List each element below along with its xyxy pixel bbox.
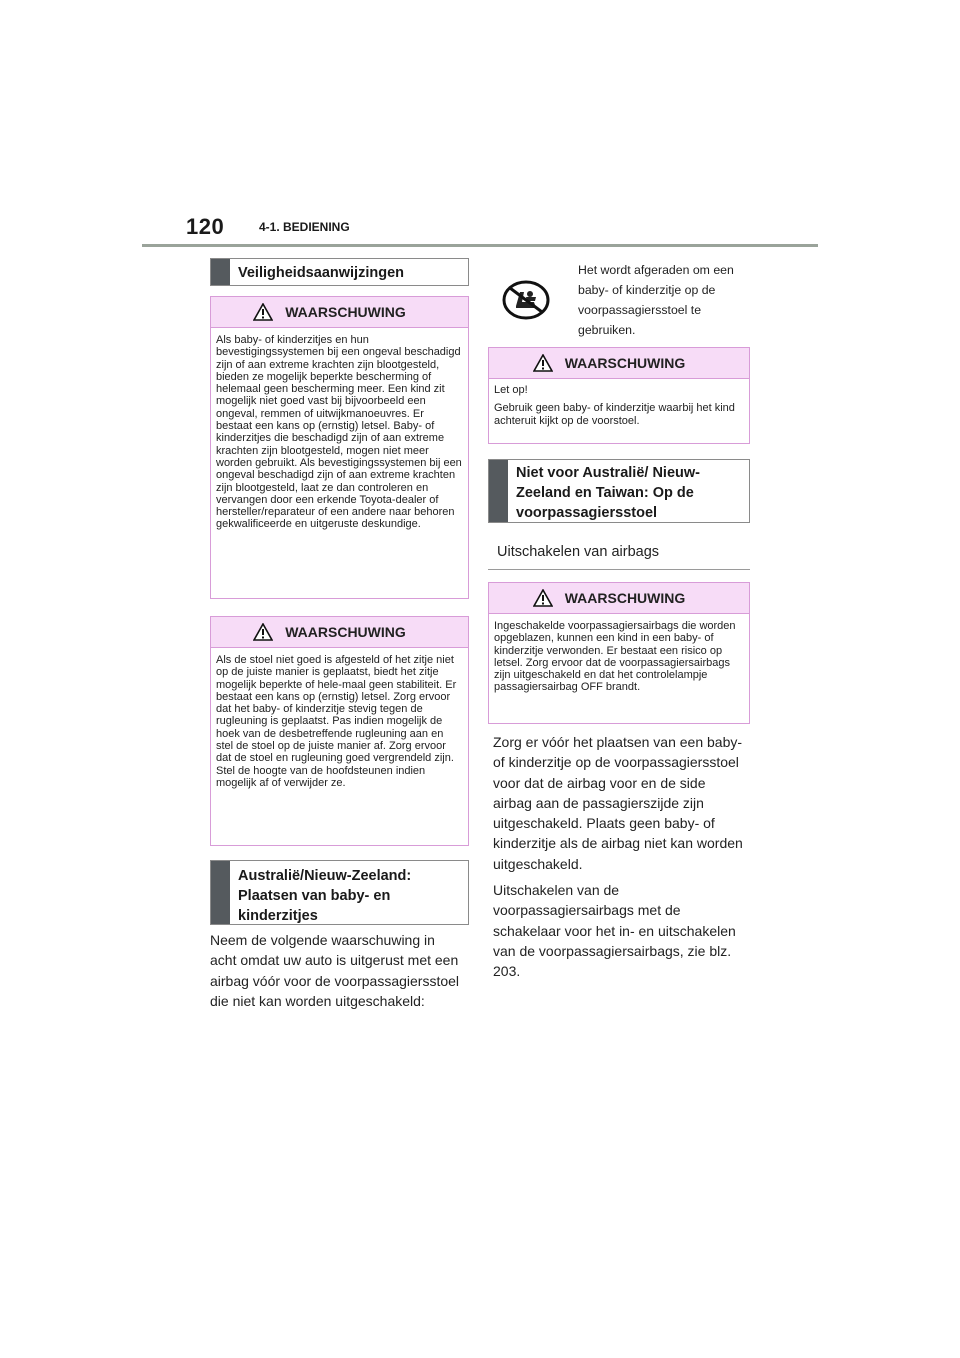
warning-title: WAARSCHUWING: [564, 355, 686, 371]
warning-text: [211, 328, 468, 537]
subheading-rule: [488, 569, 750, 570]
paragraph-text: Neem de volgende waarschuwing in acht omdat uw auto is uitgerust met een airbag vóór voor de voorpassagiersstoel die niet kan worden uitgeschakeld:: [210, 932, 460, 1009]
heading-bar: [489, 460, 508, 522]
subheading-uitschakelen: Uitschakelen van airbags: [497, 544, 660, 560]
warning-title: WAARSCHUWING: [564, 590, 686, 606]
warning-text: [211, 648, 468, 795]
warning-line-1: Let op!: [494, 384, 528, 396]
heading-text: Veiligheidsaanwijzingen: [238, 265, 404, 281]
paragraph-1: Zorg er vóór het plaatsen van een baby- of kinderzitje op de voorpassagiersstoel voor dat de airbag voor en de side airbag aan de passagierszijde zijn uitgeschakeld. Plaats geen baby- of kinderzitje als de airbag niet kan worden uitgeschakeld.: [493, 734, 743, 872]
section-title: 4-1. BEDIENING: [259, 220, 350, 234]
warning-paragraph: Als baby- of kinderzitjes en hun bevestigingssystemen bij een ongeval beschadigd zijn of aan extreme krachten zijn blootgesteld, bieden ze mogelijk beperkte bescherming of helemaal geen bescherming meer. Een kind zit mogelijk niet goed vast bij bijvoorbeeld een ongeval, remmen of uitwijkmanoeuvres. Er bestaat een kans op (ernstig) letsel. Baby- of kinderzitjes die beschadigd zijn of aan extreme krachten zijn blootgesteld, mogen niet meer worden gebruikt. Als bevestigingssystemen bij een ongeval beschadigd zijn of aan extreme krachten zijn blootgesteld, laat ze dan controleren en vervangen door een erkende Toyota-dealer of hersteller/reparateur of een andere naar behoren gekwalificeerde en uitgeruste deskundige.: [216, 334, 462, 531]
heading-australie-plaatsen: [210, 860, 469, 925]
heading-bar: [211, 861, 230, 924]
warning-box-3: [488, 347, 750, 444]
warning-title: WAARSCHUWING: [285, 624, 406, 640]
warning-header: [489, 583, 749, 614]
page-number: 120: [186, 214, 225, 239]
body-paragraphs-right: [493, 732, 748, 988]
header-divider: [142, 244, 818, 247]
warning-text: [489, 614, 749, 700]
warning-box-2: [210, 616, 469, 846]
heading-veiligheidsaanwijzingen: [210, 258, 469, 286]
warning-line-2: Gebruik geen baby- of kinderzitje waarbij het kind achteruit kijkt op de voorstoel.: [494, 402, 735, 427]
heading-text: Niet voor Australië/ Nieuw-Zeeland en Taiwan: Op de voorpassagiersstoel: [516, 465, 700, 521]
warning-header: [211, 617, 468, 648]
warning-header: [489, 348, 749, 379]
body-paragraph-left: [210, 930, 465, 1017]
heading-niet-voor-australie: [488, 459, 750, 523]
warning-triangle-icon: [253, 303, 273, 321]
paragraph-2: Uitschakelen van de voorpassagiersairbags met de schakelaar voor het in- en uitschakelen van de voorpassagiersairbags, zie blz. 203.: [493, 882, 736, 980]
heading-bar: [211, 259, 230, 285]
warning-text: [489, 379, 749, 433]
warning-header: [211, 297, 468, 328]
warning-paragraph: Ingeschakelde voorpassagiersairbags die worden opgeblazen, kunnen een kind in een baby- of kinderzitje verwonden. Er bestaat een risico op letsel. Zorg ervoor dat de voorpassagiersairbags zijn uitgeschakeld en dat het controlelampje passagiersairbag OFF brandt.: [494, 620, 736, 694]
warning-box-4: [488, 582, 750, 724]
icon-caption: Het wordt afgeraden om een baby- of kinderzitje op de voorpassagiersstoel te gebruiken.: [578, 263, 734, 337]
heading-text: Australië/Nieuw-Zeeland: Plaatsen van baby- en kinderzitjes: [238, 868, 412, 924]
warning-triangle-icon: [533, 589, 553, 607]
warning-box-1: [210, 296, 469, 599]
no-child-seat-icon: [502, 280, 550, 320]
warning-paragraph: Als de stoel niet goed is afgesteld of het zitje niet op de juiste manier is geplaatst, biedt het zitje mogelijk beperkte of hele-maal geen stabiliteit. Er bestaat een kans op (ernstig) letsel. Zorg ervoor dat het baby- of kinderzitje stevig tegen de rugleuning is geplaatst. Pas indien mogelijk de hoek van de desbetreffende rugleuning aan en stel de stoel op de juiste manier af. Zorg ervoor dat de stoel en rugleuning goed vergrendeld zijn. Stel de hoogte van de hoofdsteunen indien mogelijk af of verwijder ze.: [216, 654, 457, 789]
warning-triangle-icon: [533, 354, 553, 372]
warning-title: WAARSCHUWING: [285, 304, 406, 320]
warning-triangle-icon: [253, 623, 273, 641]
